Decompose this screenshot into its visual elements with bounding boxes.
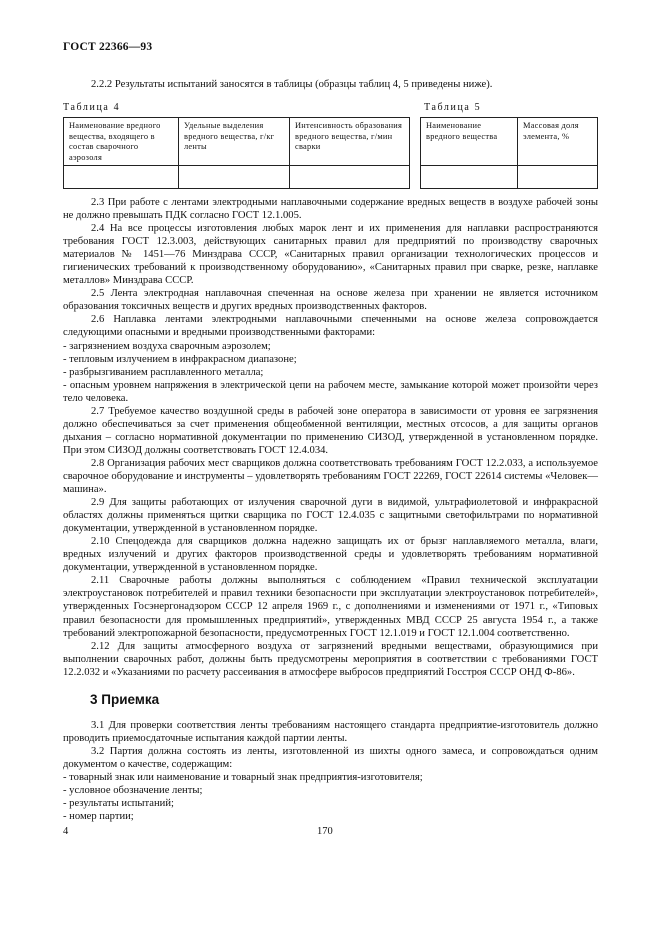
paragraph-3-2: 3.2 Партия должна состоять из ленты, изготовленной из шихты одного замеса, и сопровождаться одним документом о качестве, содержащим: (63, 746, 598, 771)
table-5-header-cell: Наименование вредного вещества (421, 118, 518, 166)
paragraph-2-2-2 (63, 78, 598, 91)
section-3-body (63, 719, 598, 823)
paragraph-2-3: 2.3 При работе с лентами электродными наплавочными содержание вредных веществ в воздухе рабочей зоны не должно превышать ПДК согласно ГОСТ 12.1.005. (63, 197, 598, 222)
paragraph-2-11: 2.11 Сварочные работы должны выполняться с соблюдением «Правил технической эксплуатации электроустановок потребителей и правил техники безопасности при эксплуатации электроустановок потребителей», утвержденных Госэнергонадзором СССР 12 апреля 1969 г., с дополнениями и изменениями от 1971 г., «Типовых правил безопасности для промышленных предприятий», утвержденных МВД СССР 25 августа 1954 г., а также требований электропожарной безопасности, предусмотренных ГОСТ 12.1.019 и ГОСТ 12.1.004 соответственно. (63, 575, 598, 639)
paragraph-2-5: 2.5 Лента электродная наплавочная спеченная на основе железа при хранении не является источником образования токсичных веществ и других вредных производственных факторов. (63, 288, 598, 313)
section-2-body (63, 196, 598, 679)
paragraph-2-9: 2.9 Для защиты работающих от излучения сварочной дуги в видимой, ультрафиолетовой и инфракрасной областях должны применяться щитки сварщика по ГОСТ 12.4.035 с защитными светофильтрами по нормативной документации, утвержденной в установленном порядке. (63, 497, 598, 535)
table-4-header-cell: Наименование вредного вещества, входящего в состав сварочного аэрозоля (64, 118, 179, 166)
table-4-empty-cell (64, 166, 179, 189)
table-4-caption: Таблица 4 (63, 102, 121, 113)
table-4-empty-cell (179, 166, 290, 189)
list-item: - условное обозначение ленты; (63, 785, 203, 797)
list-item: - опасным уровнем напряжения в электрической цепи на рабочем месте, замыкание которой может произойти через тело человека. (63, 379, 598, 404)
list-item: - разбрызгиванием расплавленного металла; (63, 366, 264, 378)
list-item: - результаты испытаний; (63, 798, 174, 810)
table-row (64, 118, 410, 166)
list-item: - тепловым излучением в инфракрасном диапазоне; (63, 353, 297, 365)
paragraph-2-10: 2.10 Спецодежда для сварщиков должна надежно защищать их от брызг наплавляемого металла, влаги, вредных излучений и других факторов производственной среды и удовлетворять требованиям нормативной документации, утвержденной в установленном порядке. (63, 536, 598, 574)
table-4-header-cell: Удельные выделения вредного вещества, г/кг ленты (179, 118, 290, 166)
table-5-empty-cell (518, 166, 598, 189)
paragraph-3-1: 3.1 Для проверки соответствия ленты требованиям настоящего стандарта предприятие-изготовитель должно проводить приемосдаточные испытания каждой партии ленты. (63, 720, 598, 745)
table-5-empty-cell (421, 166, 518, 189)
table-row (421, 118, 598, 166)
paragraph-2-4: 2.4 На все процессы изготовления любых марок лент и их применения для наплавки распространяются требования ГОСТ 12.3.003, действующих санитарных правил для предприятий по производству сварочных материалов № 1451—76 Минздрава СССР, «Санитарных правил организации технологических процессов и гигиенических требований к производственному оборудованию», «Санитарных правил при сварке, резке, наплавке металлов» Минздрава СССР. (63, 223, 598, 287)
list-item: - номер партии; (63, 811, 134, 823)
table-5 (420, 117, 598, 189)
document-header: ГОСТ 22366—93 (63, 41, 153, 53)
table-5-caption: Таблица 5 (424, 102, 482, 113)
table-5-header-cell: Массовая доля элемента, % (518, 118, 598, 166)
page-number-left: 4 (63, 826, 69, 837)
section-3-title: 3 Приемка (90, 692, 160, 707)
table-row (64, 166, 410, 189)
paragraph-2-6: 2.6 Наплавка лентами электродными наплавочными спеченными на основе железа сопровождается следующими опасными и вредными производственными факторами: (63, 314, 598, 339)
paragraph-2-7: 2.7 Требуемое качество воздушной среды в рабочей зоне оператора в зависимости от уровня ее загрязнения должно обеспечиваться за счет применения общеобменной вентиляции, местных отсосов, а для защиты органов дыхания – согласно нормативной документации по применению СИЗОД, утвержденной в установленном порядке. При этом СИЗОД должны соответствовать ГОСТ 12.4.034. (63, 405, 598, 456)
table-4-header-cell: Интенсивность образования вредного вещества, г/мин сварки (290, 118, 410, 166)
table-4-empty-cell (290, 166, 410, 189)
paragraph-2-12: 2.12 Для защиты атмосферного воздуха от загрязнений вредными веществами, образующимися при выполнении сварочных работ, должны быть предусмотрены мероприятия в соответствии с требованиями ГОСТ 12.2.032 и «Указаниями по расчету рассеивания в атмосфере выбросов предприятий Госстроя СССР ОНД Ф-86». (63, 640, 598, 678)
paragraph-2-2-2-text: 2.2.2 Результаты испытаний заносятся в таблицы (образцы таблиц 4, 5 приведены ниже). (91, 79, 493, 90)
page-number-center: 170 (317, 826, 333, 837)
list-item: - товарный знак или наименование и товарный знак предприятия-изготовителя; (63, 772, 423, 784)
list-item: - загрязнением воздуха сварочным аэрозолем; (63, 340, 271, 352)
paragraph-2-8: 2.8 Организация рабочих мест сварщиков должна соответствовать требованиям ГОСТ 12.2.033, а используемое сварочное оборудование и инструменты – удовлетворять требованиям ГОСТ 22269, ГОСТ 22614 системы «Человек— машина». (63, 457, 598, 496)
table-4 (63, 117, 410, 189)
table-row (421, 166, 598, 189)
